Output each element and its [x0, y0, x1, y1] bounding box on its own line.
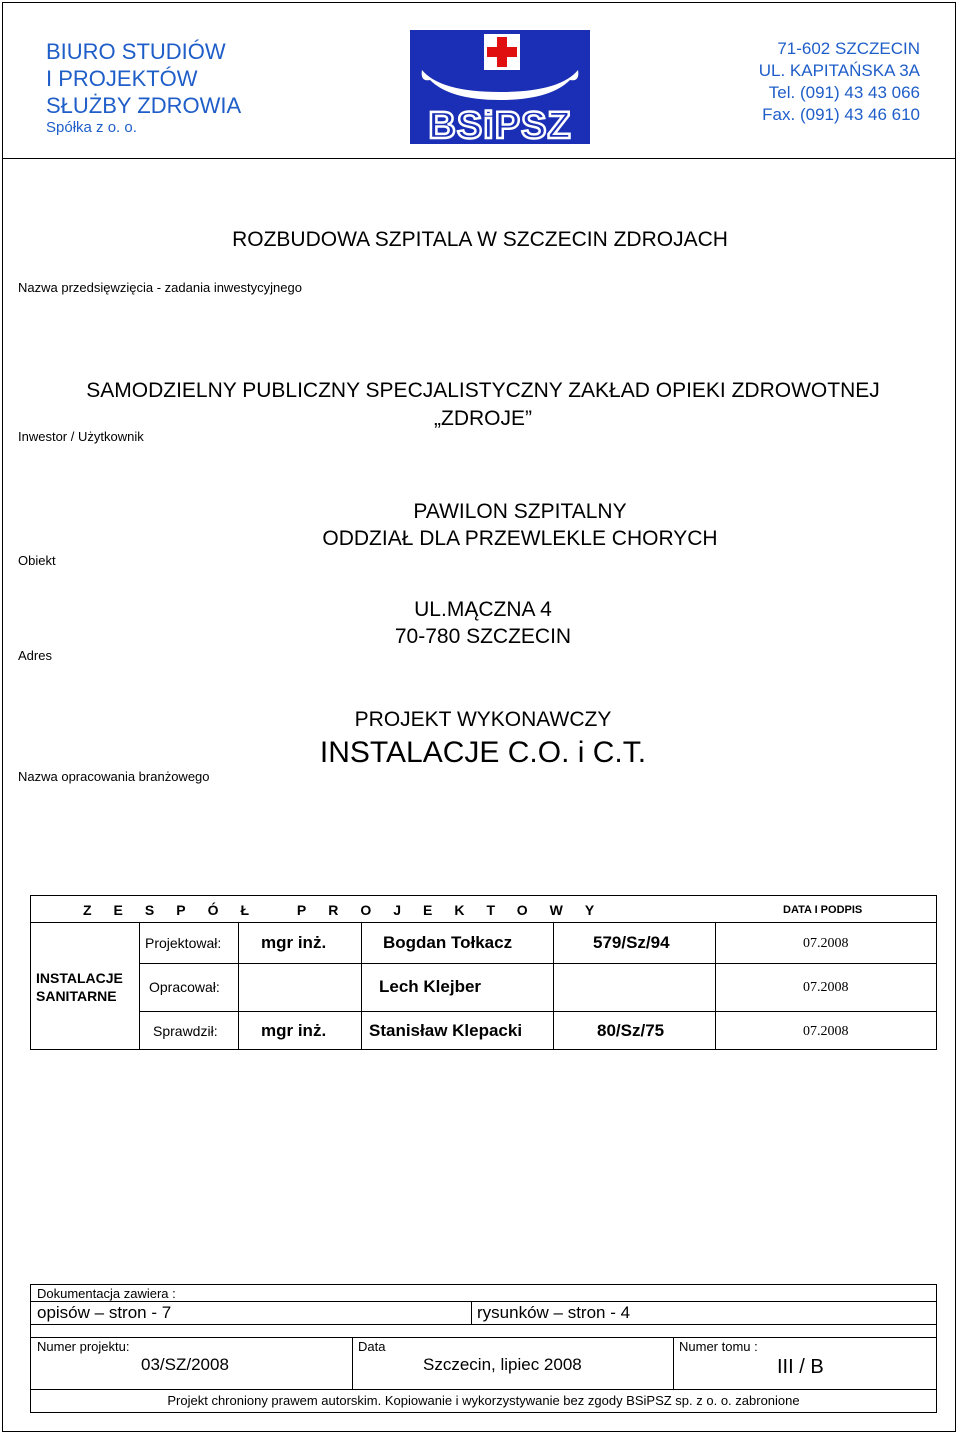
descriptions-count: opisów – stron - 7 — [37, 1303, 172, 1322]
drawings-count: rysunków – stron - 4 — [477, 1303, 631, 1322]
object-line-2: ODDZIAŁ DLA PRZEWLEKLE CHORYCH — [322, 527, 718, 550]
volume-value: III / B — [777, 1356, 824, 1378]
date-value: Szczecin, lipiec 2008 — [423, 1355, 582, 1374]
address-line-3: Tel. (091) 43 43 066 — [768, 83, 920, 102]
team-row-1-name: Bogdan Tołkacz — [383, 933, 513, 952]
team-row-1-date: 07.2008 — [803, 936, 849, 951]
branch — [36, 969, 123, 1005]
team-row-1-license: 579/Sz/94 — [593, 933, 670, 952]
site-address-line-1: UL.MĄCZNA 4 — [414, 598, 552, 621]
team-row-3-role: Sprawdził: — [153, 1023, 218, 1039]
logo-text: BSiPSZ — [428, 105, 572, 144]
address-line-1: 71-602 SZCZECIN — [777, 39, 920, 58]
volume-label: Numer tomu : — [679, 1339, 758, 1354]
branch-line-1: INSTALACJE — [36, 970, 123, 986]
company-line-2: I PROJEKTÓW — [46, 66, 198, 91]
company-line-3: SŁUŻBY ZDROWIA — [46, 93, 242, 118]
investor-label: Inwestor / Użytkownik — [18, 429, 144, 444]
team-row-2-date: 07.2008 — [803, 980, 849, 995]
project-number-label: Numer projektu: — [37, 1339, 130, 1354]
team-row-3-date: 07.2008 — [803, 1024, 849, 1039]
company-address — [759, 38, 920, 126]
contents-label: Dokumentacja zawiera : — [37, 1286, 176, 1301]
team-body — [30, 923, 937, 1050]
study-line-2: INSTALACJE C.O. i C.T. — [319, 736, 647, 769]
project-name-label: Nazwa przedsięwzięcia - zadania inwestycyjnego — [18, 280, 302, 295]
branch-line-2: SANITARNE — [36, 988, 117, 1004]
team-row-3-title: mgr inż. — [261, 1021, 327, 1040]
study-label: Nazwa opracowania branżowego — [18, 769, 210, 784]
address-line-4: Fax. (091) 43 46 610 — [762, 105, 920, 124]
team-heading: ZESPÓŁ PROJEKTOWY — [83, 902, 617, 918]
company-line-1: BIURO STUDIÓW — [46, 39, 226, 64]
study-line-1: PROJEKT WYKONAWCZY — [354, 708, 612, 731]
site-address — [0, 596, 960, 650]
date-signature-heading: DATA I PODPIS — [783, 904, 863, 916]
investor-line-2: „ZDROJE” — [434, 407, 532, 430]
site-address-label: Adres — [18, 648, 52, 663]
address-line-2: UL. KAPITAŃSKA 3A — [758, 61, 920, 80]
project-name: ROZBUDOWA SZPITALA W SZCZECIN ZDROJACH — [232, 228, 728, 251]
team-row-2-name: Lech Klejber — [379, 977, 482, 996]
site-address-line-2: 70-780 SZCZECIN — [394, 625, 572, 648]
team-row-3-name: Stanisław Klepacki — [369, 1021, 523, 1040]
header-divider — [2, 158, 956, 159]
object — [50, 498, 960, 552]
bsipsz-logo — [410, 30, 590, 144]
object-line-1: PAWILON SZPITALNY — [413, 500, 627, 523]
team-row-3-license: 80/Sz/75 — [597, 1021, 665, 1040]
company-type: Spółka z o. o. — [46, 119, 137, 136]
team-row-1-title: mgr inż. — [261, 933, 327, 952]
investor — [0, 377, 960, 433]
copyright-notice: Projekt chroniony prawem autorskim. Kopiowanie i wykorzystywanie bez zgody BSiPSZ sp. z o. o. zabronione — [167, 1393, 800, 1408]
footer-box — [30, 1284, 937, 1413]
object-label: Obiekt — [18, 553, 56, 568]
investor-line-1: SAMODZIELNY PUBLICZNY SPECJALISTYCZNY ZAKŁAD OPIEKI ZDROWOTNEJ — [86, 379, 880, 402]
project-number: 03/SZ/2008 — [141, 1355, 229, 1374]
team-row-1-role: Projektował: — [145, 935, 222, 951]
team-header — [30, 895, 937, 923]
date-label: Data — [358, 1339, 386, 1354]
company-name — [46, 38, 241, 137]
team-row-2-role: Opracował: — [149, 979, 220, 995]
